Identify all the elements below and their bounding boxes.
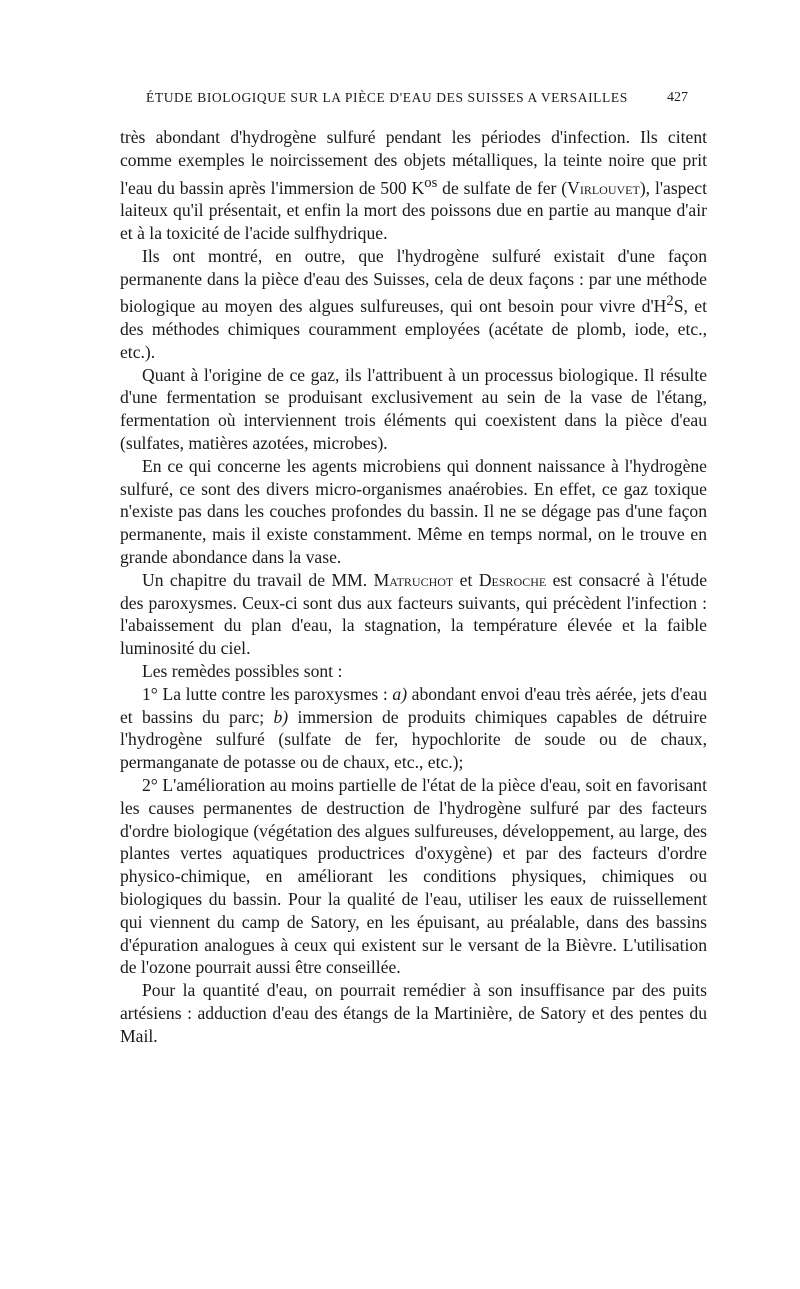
author-name-virlouvet: Virlouvet	[567, 177, 640, 198]
p1-superscript: os	[424, 174, 438, 191]
list-number-1: 1°	[142, 683, 158, 704]
running-head	[120, 90, 688, 114]
p2-text-b: S, et des méthodes chimiques couramment employées (acétate de plomb, iode, etc., etc.).	[120, 296, 707, 362]
p5-text-c: est consacré à l'étude des paroxysmes. Ceux-ci sont dus aux facteurs suivants, qui précèdent l'infection : l'abaissement du plan d'eau, la stagnation, la température élevée et la faible luminosité du ciel.	[120, 569, 708, 659]
list-item-2	[120, 774, 707, 979]
paragraph-5	[120, 569, 707, 660]
paragraph-1	[120, 126, 707, 245]
paragraph-2	[120, 245, 707, 364]
paragraph-4: En ce qui concerne les agents microbiens qui donnent naissance à l'hydrogène sulfuré, ce sont des divers micro-organismes anaérobies. En effet, ce gaz toxique n'existe pas dans les couches profondes du bassin. Il ne se dégage pas d'une façon permanente, mais il existe constamment. Même en temps normal, on le trouve en grande abondance dans la vase.	[120, 455, 707, 568]
p2-superscript: 2	[666, 293, 674, 310]
p5-text-b: et	[453, 569, 479, 590]
page-number: 427	[667, 90, 688, 105]
paragraph-6: Les remèdes possibles sont :	[142, 661, 343, 682]
paragraph-9: Pour la quantité d'eau, on pourrait remédier à son insuffisance par des puits artésiens : adduction d'eau des étangs de la Martinière, de Satory et des pentes du Mail.	[120, 980, 707, 1046]
p8-text-a: L'amélioration au moins partielle de l'état de la pièce d'eau, soit en favorisant les causes permanentes de destruction de l'hydrogène sulfuré par des facteurs d'ordre biologique (végétation des algues sulfureuses, développement, au large, des plantes vertes aquatiques productrices d'oxygène) et par des facteurs d'ordre physico-chimique, en améliorant les conditions physiques, chimiques ou biologiques du bassin. Pour la qualité de l'eau, utiliser les eaux de ruissellement qui viennent du camp de Satory, en les épuisant, au préalable, dans des bassins d'épuration analogues à ceux qui existent sur le versant de la Bièvre. L'utilisation de l'ozone pourrait aussi être conseillée.	[120, 775, 707, 978]
body-text	[120, 126, 707, 1048]
p7-text-c: immersion de produits chimiques capables de détruire l'hydrogène sulfuré (sulfate de fer, hypochlorite de soude ou de chaux, permanganate de potasse ou de chaux, etc., etc.);	[120, 706, 707, 773]
p1-text-a: très abondant d'hydrogène sulfuré pendant les périodes d'infection. Ils citent comme exemples le noircissement des objets métalliques, la teinte noire que prit l'eau du bassin après l'immersion de 500 K	[120, 127, 707, 198]
list-item-1	[120, 683, 707, 774]
p7-letter-b: b)	[273, 706, 289, 727]
p7-text-a: La lutte contre les paroxysmes :	[157, 683, 393, 704]
p7-letter-a: a)	[392, 683, 408, 704]
author-name-desroche: Desroche	[478, 569, 547, 590]
list-number-2: 2°	[142, 775, 158, 796]
author-name-matruchot: Matruchot	[373, 569, 454, 590]
p1-text-b: de sulfate de fer (	[437, 177, 568, 198]
running-title: ÉTUDE BIOLOGIQUE SUR LA PIÈCE D'EAU DES SUISSES A VERSAILLES	[146, 90, 628, 105]
p1-text-c: ), l'aspect laiteux qu'il présentait, et enfin la mort des poissons due en partie au manque d'air et à la toxicité de l'acide sulfhydrique.	[120, 177, 707, 244]
paragraph-3: Quant à l'origine de ce gaz, ils l'attribuent à un processus biologique. Il résulte d'une fermentation se produisant exclusivement au sein de la vase de l'étang, fermentation où interviennent trois éléments qui coexistent dans la pièce d'eau (sulfates, matières azotées, microbes).	[120, 364, 707, 454]
p5-text-a: Un chapitre du travail de MM.	[142, 569, 374, 590]
p7-text-b: abondant envoi d'eau très aérée, jets d'eau et bassins du parc;	[120, 683, 707, 727]
p2-text-a: Ils ont montré, en outre, que l'hydrogène sulfuré existait d'une façon permanente dans la pièce d'eau des Suisses, cela de deux façons : par une méthode biologique au moyen des algues sulfureuses, qui ont besoin pour vivre d'H	[120, 245, 707, 317]
